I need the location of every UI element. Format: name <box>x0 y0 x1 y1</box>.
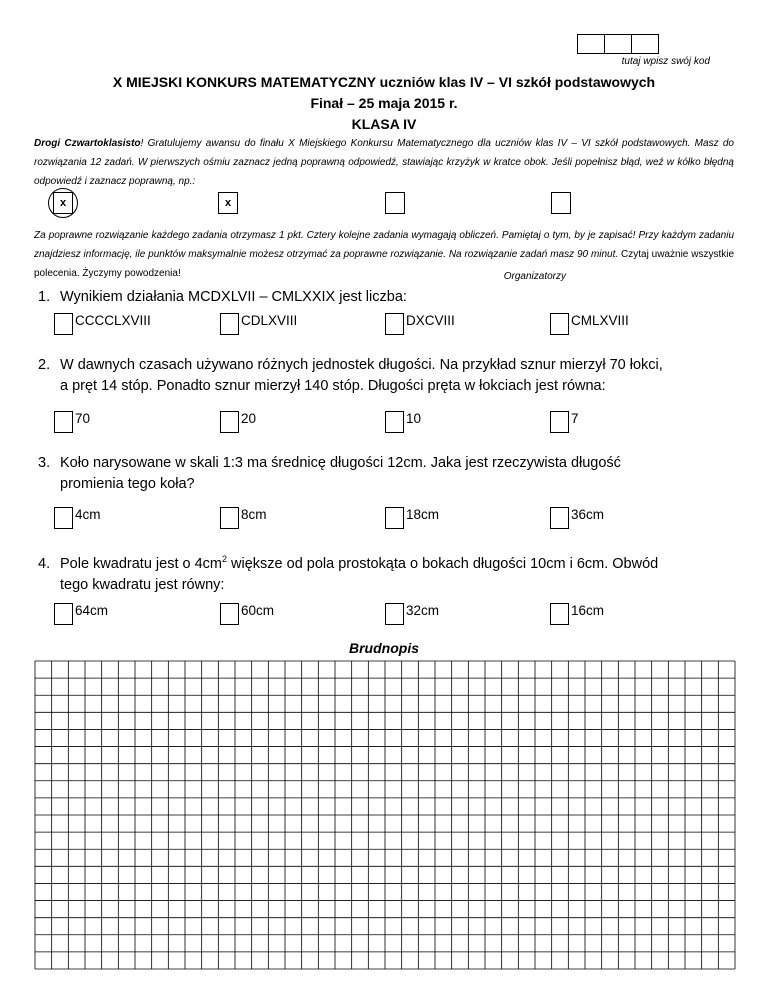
example-box-3 <box>385 192 405 214</box>
q2-option-c[interactable] <box>385 411 421 433</box>
example-box-4 <box>551 192 571 214</box>
intro-paragraph <box>34 134 734 191</box>
rules-text: Za poprawne rozwiązanie każdego zadania otrzymasz 1 pkt. Cztery kolejne zadania wymagają obliczeń. Pamiętaj o tym, by je zapisać! Przy każdym zadaniu znajdziesz informację, ile punktów maksymalnie możesz otrzymać za poprawne rozwiązanie. Na rozwiązanie zadań masz 90 minut. <box>34 230 734 260</box>
rules-closing: Czytaj uważnie wszystkie polecenia. Życzymy powodzenia! <box>34 249 735 279</box>
q4-option-d[interactable] <box>550 603 604 625</box>
rules-paragraph <box>34 226 734 283</box>
q2-option-a[interactable] <box>54 411 90 433</box>
option-label: DXCVIII <box>406 313 455 328</box>
scratch-title: Brudnopis <box>349 640 419 656</box>
q3-option-a[interactable] <box>54 507 101 529</box>
question-text-line1: Koło narysowane w skali 1:3 ma średnicę długości 12cm. Jaka jest rzeczywista długość <box>60 455 621 471</box>
code-label: tutaj wpisz swój kod <box>621 56 710 67</box>
q2-option-d[interactable] <box>550 411 579 433</box>
answer-checkbox[interactable] <box>54 313 73 335</box>
superscript-exponent: 2 <box>222 554 228 564</box>
option-label: 36cm <box>571 507 605 522</box>
answer-checkbox[interactable] <box>54 411 73 433</box>
answer-checkbox[interactable] <box>385 313 404 335</box>
option-label: 20 <box>241 411 257 426</box>
q4-option-a[interactable] <box>54 603 108 625</box>
q1-option-c[interactable] <box>385 313 455 335</box>
contest-title: X MIEJSKI KONKURS MATEMATYCZNY uczniów klas IV – VI szkół podstawowych <box>112 74 656 90</box>
final-date: Finał – 25 maja 2015 r. <box>310 95 458 111</box>
code-box-2[interactable] <box>604 34 632 54</box>
organizers-signature: Organizatorzy <box>503 271 566 282</box>
q3-option-c[interactable] <box>385 507 439 529</box>
question-text-line2: a pręt 14 stóp. Ponadto sznur mierzył 140 stóp. Długości pręta w łokciach jest równa: <box>60 378 606 394</box>
answer-checkbox[interactable] <box>385 507 404 529</box>
answer-checkbox[interactable] <box>550 411 569 433</box>
question-text-line2: tego kwadratu jest równy: <box>60 576 225 593</box>
q4-option-b[interactable] <box>220 603 274 625</box>
question-number: 1. <box>38 289 51 305</box>
answer-checkbox[interactable] <box>54 507 73 529</box>
q2-option-b[interactable] <box>220 411 256 433</box>
answer-checkbox[interactable] <box>550 313 569 335</box>
answer-checkbox[interactable] <box>220 313 239 335</box>
option-label: CMLXVIII <box>571 313 629 328</box>
greeting: Drogi Czwartoklasisto <box>34 138 141 149</box>
q1-option-a[interactable] <box>54 313 151 335</box>
scratch-grid[interactable] <box>34 660 736 975</box>
option-label: 60cm <box>241 603 275 618</box>
option-label: 7 <box>571 411 579 426</box>
option-label: 8cm <box>241 507 267 522</box>
answer-checkbox[interactable] <box>54 603 73 625</box>
option-label: 10 <box>406 411 422 426</box>
question-1 <box>38 287 738 308</box>
example-box-1: x <box>53 192 73 214</box>
q4-option-c[interactable] <box>385 603 439 625</box>
q3-option-b[interactable] <box>220 507 267 529</box>
question-2 <box>38 355 738 397</box>
answer-checkbox[interactable] <box>550 603 569 625</box>
question-text-line1: W dawnych czasach używano różnych jednostek długości. Na przykład sznur mierzył 70 łokci, <box>60 357 663 373</box>
question-number: 4. <box>38 555 51 572</box>
answer-checkbox[interactable] <box>385 411 404 433</box>
q3-option-d[interactable] <box>550 507 604 529</box>
option-label: 4cm <box>75 507 101 522</box>
option-label: 32cm <box>406 603 440 618</box>
answer-checkbox[interactable] <box>550 507 569 529</box>
option-label: 64cm <box>75 603 109 618</box>
scratch-grid-svg[interactable] <box>34 660 736 970</box>
option-label: CCCCLXVIII <box>75 313 151 328</box>
q1-option-b[interactable] <box>220 313 297 335</box>
question-text-part1: Pole kwadratu jest o 4cm <box>60 555 222 572</box>
code-box-1[interactable] <box>577 34 605 54</box>
answer-checkbox[interactable] <box>385 603 404 625</box>
question-3 <box>38 453 738 495</box>
option-label: 70 <box>75 411 91 426</box>
student-code-boxes[interactable] <box>578 34 659 54</box>
option-label: 16cm <box>571 603 605 618</box>
intro-text: ! Gratulujemy awansu do finału X Miejskiego Konkursu Matematycznego dla uczniów klas IV – VI szkół podstawowych. Masz do rozwiązania 12 zadań. W pierwszych ośmiu zaznacz jedną poprawną odpowiedź, stawiając krzyżyk w kratce obok. Jeśli popełnisz błąd, weź w kółko błędną odpowiedź i zaznacz poprawną, np.: <box>34 138 734 187</box>
q1-option-d[interactable] <box>550 313 629 335</box>
answer-checkbox[interactable] <box>220 507 239 529</box>
question-text: Wynikiem działania MCDXLVII – CMLXXIX jest liczba: <box>60 289 407 305</box>
option-label: 18cm <box>406 507 440 522</box>
answer-checkbox[interactable] <box>220 411 239 433</box>
question-4 <box>38 549 738 596</box>
answer-checkbox[interactable] <box>220 603 239 625</box>
class-level: KLASA IV <box>351 116 417 132</box>
option-label: CDLXVIII <box>241 313 298 328</box>
question-text-line2: promienia tego koła? <box>60 476 195 492</box>
question-text-part2: większe od pola prostokąta o bokach długości 10cm i 6cm. Obwód <box>227 555 659 572</box>
code-box-3[interactable] <box>631 34 659 54</box>
question-number: 2. <box>38 357 51 373</box>
example-box-2: x <box>218 192 238 214</box>
question-number: 3. <box>38 455 51 471</box>
